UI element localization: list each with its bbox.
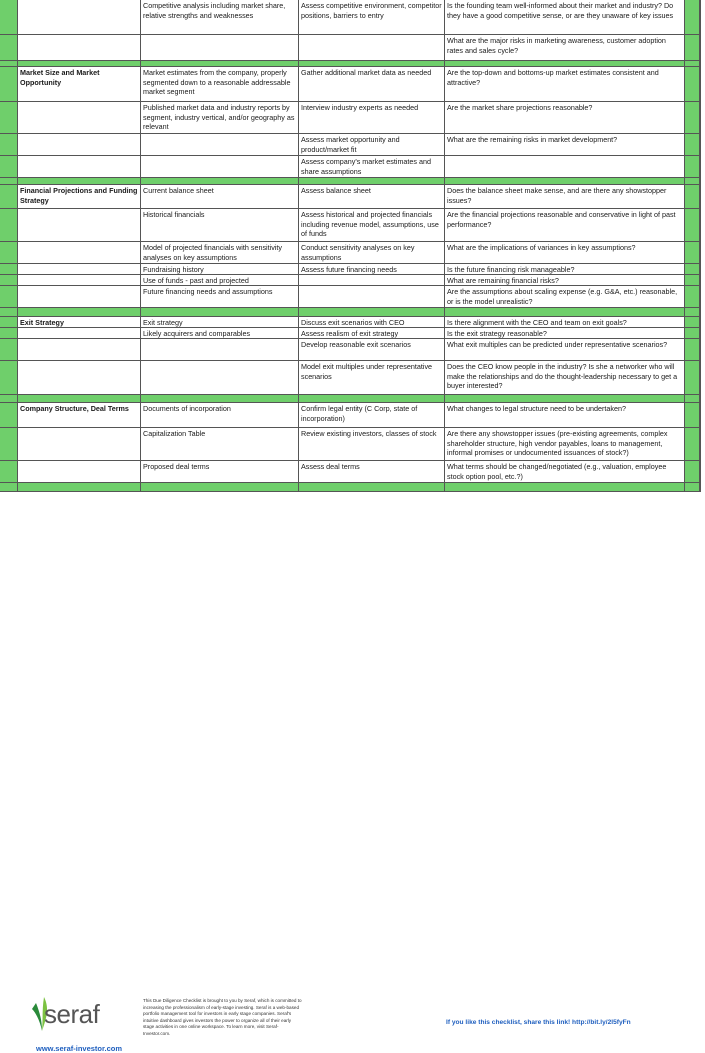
topic-cell (18, 0, 141, 35)
table-row (0, 67, 700, 102)
question-cell: What are the implications of variances in key assumptions? (445, 242, 685, 264)
table-row (0, 264, 700, 275)
information-cell: Historical financials (141, 209, 299, 242)
table-row (0, 328, 700, 339)
information-cell: Published market data and industry reports by segment, industry vertical, and/or geography as relevant (141, 102, 299, 134)
action-cell: Assess company's market estimates and share assumptions (299, 156, 445, 178)
row-margin-left (0, 156, 18, 178)
information-cell: Fundraising history (141, 264, 299, 275)
action-cell: Develop reasonable exit scenarios (299, 339, 445, 361)
question-cell: Are the financial projections reasonable and conservative in light of past performance? (445, 209, 685, 242)
topic-cell (18, 102, 141, 134)
action-cell: Confirm legal entity (C Corp, state of incorporation) (299, 403, 445, 428)
section-separator-row (0, 308, 700, 317)
topic-cell (18, 428, 141, 461)
section-separator-row (0, 483, 700, 492)
seraf-logo-text: seraf (44, 999, 100, 1029)
row-margin-right (685, 134, 700, 156)
topic-cell (18, 35, 141, 61)
question-cell: What exit multiples can be predicted under representative scenarios? (445, 339, 685, 361)
share-link[interactable]: If you like this checklist, share this link! http://bit.ly/2l5fyFn (446, 1019, 631, 1026)
topic-cell: Financial Projections and Funding Strategy (18, 185, 141, 209)
information-cell: Future financing needs and assumptions (141, 286, 299, 308)
action-cell: Assess realism of exit strategy (299, 328, 445, 339)
table-row (0, 428, 700, 461)
information-cell: Exit strategy (141, 317, 299, 328)
row-margin-left (0, 242, 18, 264)
table-row (0, 102, 700, 134)
row-margin-right (685, 0, 700, 35)
table-row (0, 209, 700, 242)
information-cell: Capitalization Table (141, 428, 299, 461)
row-margin-left (0, 361, 18, 395)
row-margin-right (685, 102, 700, 134)
question-cell: Is the founding team well-informed about their market and industry? Do they have a good competitive sense, or are they unaware of key issues (445, 0, 685, 35)
question-cell: Is the future financing risk manageable? (445, 264, 685, 275)
question-cell: Are the top-down and bottoms-up market estimates consistent and attractive? (445, 67, 685, 102)
action-cell: Gather additional market data as needed (299, 67, 445, 102)
question-cell: Are the assumptions about scaling expense (e.g. G&A, etc.) reasonable, or is the model unrealistic? (445, 286, 685, 308)
topic-cell (18, 156, 141, 178)
action-cell: Model exit multiples under representative scenarios (299, 361, 445, 395)
action-cell: Discuss exit scenarios with CEO (299, 317, 445, 328)
question-cell: Is there alignment with the CEO and team on exit goals? (445, 317, 685, 328)
table-row (0, 403, 700, 428)
information-cell (141, 156, 299, 178)
action-cell: Review existing investors, classes of stock (299, 428, 445, 461)
action-cell: Assess deal terms (299, 461, 445, 483)
information-cell: Use of funds - past and projected (141, 275, 299, 286)
section-separator-row (0, 178, 700, 185)
table-row (0, 185, 700, 209)
information-cell: Proposed deal terms (141, 461, 299, 483)
table-row (0, 286, 700, 308)
row-margin-right (685, 67, 700, 102)
information-cell: Current balance sheet (141, 185, 299, 209)
topic-cell (18, 286, 141, 308)
row-margin-left (0, 0, 18, 35)
row-margin-left (0, 102, 18, 134)
table-row (0, 461, 700, 483)
row-margin-left (0, 209, 18, 242)
table-row (0, 0, 700, 35)
question-cell: What are the major risks in marketing awareness, customer adoption rates and sales cycle? (445, 35, 685, 61)
action-cell: Interview industry experts as needed (299, 102, 445, 134)
row-margin-right (685, 242, 700, 264)
footer (0, 492, 705, 1053)
table-row (0, 134, 700, 156)
row-margin-left (0, 403, 18, 428)
footer-blurb: This Due Diligence Checklist is brought to you by Seraf, which is committed to increasing the professionalism of early-stage investing. Seraf is a web-based portfolio management tool for investors in early stage companies. Seraf's intuitive dashboard gives investors the power to organize all of their early stage activities in one online workspace. To learn more, visit Seraf-Investor.com. (143, 998, 302, 1036)
row-margin-right (685, 156, 700, 178)
row-margin-right (685, 339, 700, 361)
action-cell: Assess market opportunity and product/market fit (299, 134, 445, 156)
row-margin-right (685, 35, 700, 61)
topic-cell (18, 134, 141, 156)
topic-cell (18, 361, 141, 395)
table-row (0, 242, 700, 264)
action-cell: Assess balance sheet (299, 185, 445, 209)
question-cell: What terms should be changed/negotiated (e.g., valuation, employee stock option pool, etc.?) (445, 461, 685, 483)
table-row (0, 275, 700, 286)
table-row (0, 339, 700, 361)
table-row (0, 156, 700, 178)
row-margin-right (685, 209, 700, 242)
row-margin-right (685, 185, 700, 209)
table-row (0, 361, 700, 395)
question-cell: Are there any showstopper issues (pre-existing agreements, complex shareholder structure, high vendor payables, loans to management, informal promises or undocumented issuances of stock?) (445, 428, 685, 461)
question-cell (445, 156, 685, 178)
topic-cell (18, 242, 141, 264)
row-margin-left (0, 67, 18, 102)
action-cell: Assess historical and projected financials including revenue model, assumptions, use of funds (299, 209, 445, 242)
question-cell: What are the remaining risks in market development? (445, 134, 685, 156)
row-margin-left (0, 286, 18, 308)
question-cell: Does the balance sheet make sense, and are there any showstopper issues? (445, 185, 685, 209)
row-margin-right (685, 286, 700, 308)
action-cell: Assess future financing needs (299, 264, 445, 275)
question-cell: Is the exit strategy reasonable? (445, 328, 685, 339)
row-margin-left (0, 35, 18, 61)
question-cell: Are the market share projections reasonable? (445, 102, 685, 134)
row-margin-right (685, 403, 700, 428)
row-margin-left (0, 185, 18, 209)
question-cell: Does the CEO know people in the industry? Is she a networker who will make the relationships and do the thought-leadership necessary to get a buyer interested? (445, 361, 685, 395)
row-margin-left (0, 461, 18, 483)
action-cell (299, 35, 445, 61)
row-margin-right (685, 361, 700, 395)
topic-cell: Exit Strategy (18, 317, 141, 328)
section-separator-row (0, 395, 700, 403)
checklist-sheet (0, 0, 705, 492)
information-cell: Competitive analysis including market share, relative strengths and weaknesses (141, 0, 299, 35)
question-cell: What changes to legal structure need to be undertaken? (445, 403, 685, 428)
information-cell: Likely acquirers and comparables (141, 328, 299, 339)
topic-cell: Market Size and Market Opportunity (18, 67, 141, 102)
row-margin-left (0, 134, 18, 156)
information-cell (141, 361, 299, 395)
topic-cell (18, 461, 141, 483)
information-cell: Market estimates from the company, properly segmented down to a reasonable addressable market segment (141, 67, 299, 102)
information-cell: Model of projected financials with sensitivity analyses on key assumptions (141, 242, 299, 264)
action-cell (299, 286, 445, 308)
action-cell: Conduct sensitivity analyses on key assumptions (299, 242, 445, 264)
table-row (0, 317, 700, 328)
row-margin-right (685, 428, 700, 461)
row-margin-left (0, 339, 18, 361)
topic-cell (18, 209, 141, 242)
topic-cell: Company Structure, Deal Terms (18, 403, 141, 428)
topic-cell (18, 339, 141, 361)
information-cell (141, 339, 299, 361)
action-cell: Assess competitive environment, competitor positions, barriers to entry (299, 0, 445, 35)
information-cell: Documents of incorporation (141, 403, 299, 428)
information-cell (141, 134, 299, 156)
row-margin-right (685, 461, 700, 483)
question-cell: What are remaining financial risks? (445, 275, 685, 286)
table-row (0, 35, 700, 61)
information-cell (141, 35, 299, 61)
row-margin-left (0, 428, 18, 461)
website-link[interactable]: www.seraf-investor.com (36, 1044, 123, 1053)
